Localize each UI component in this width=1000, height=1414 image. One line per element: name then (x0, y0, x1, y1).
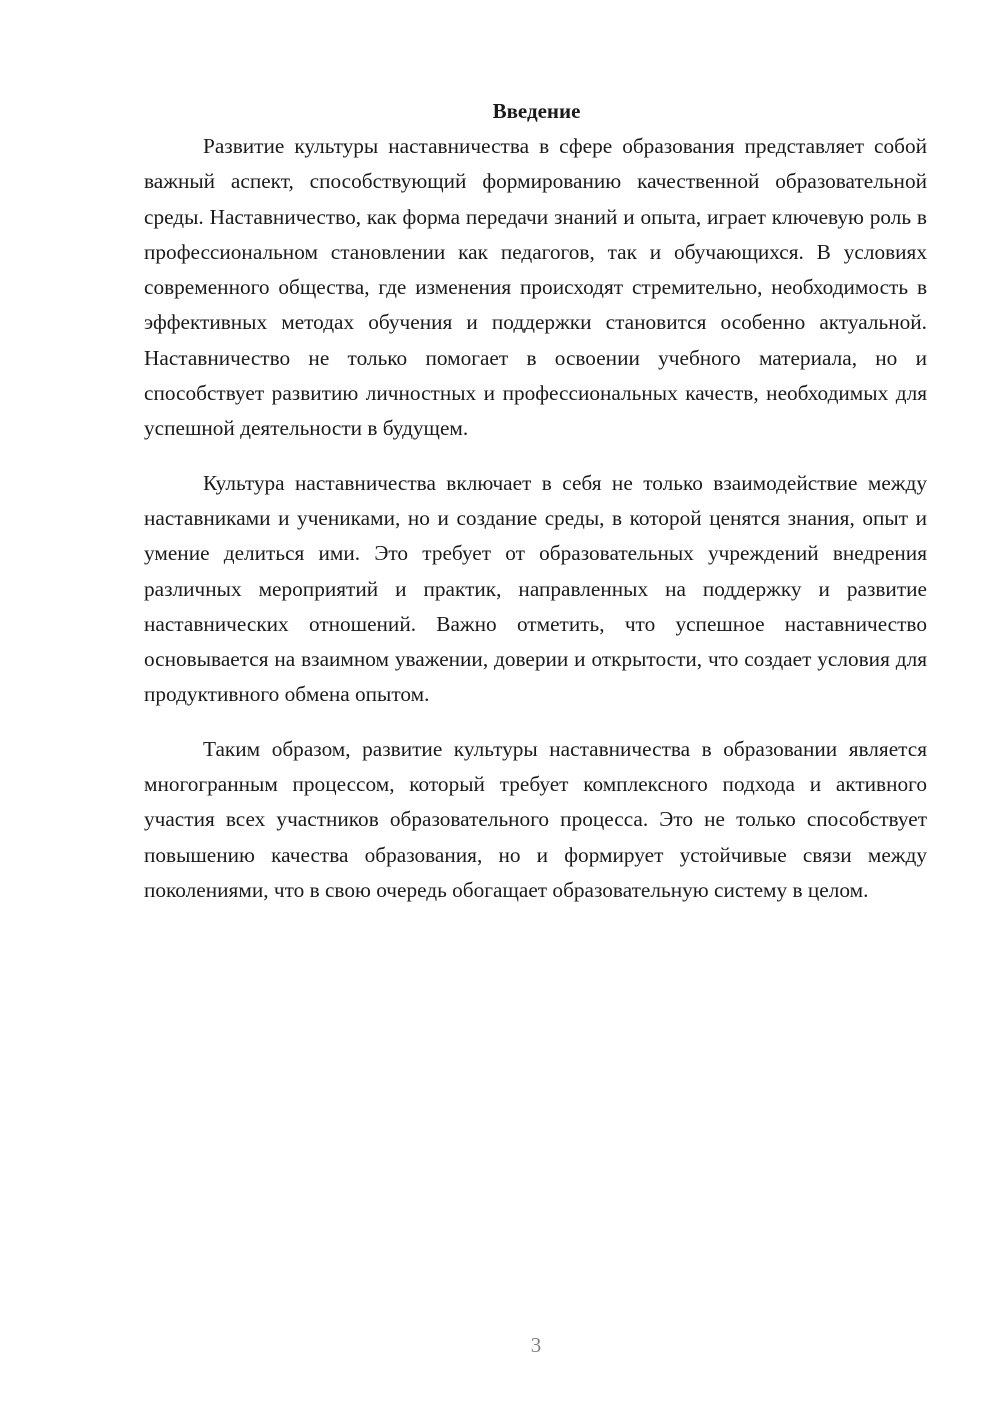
paragraph-2: Культура наставничества включает в себя не только взаимодействие между наставниками и учениками, но и создание среды, в которой ценятся знания, опыт и умение делиться ими. Это требует от образовательных учреждений внедрения различных мероприятий и практик, направленных на поддержку и развитие наставнических отношений. Важно отметить, что успешное наставничество основывается на взаимном уважении, доверии и открытости, что создает условия для продуктивного обмена опытом. (144, 470, 927, 707)
page-content (144, 94, 927, 908)
paragraph-1: Развитие культуры наставничества в сфере образования представляет собой важный аспект, способствующий формированию качественной образовательной среды. Наставничество, как форма передачи знаний и опыта, играет ключевую роль в профессиональном становлении как педагогов, так и обучающихся. В условиях современного общества, где изменения происходят стремительно, необходимость в эффективных методах обучения и поддержки становится особенно актуальной. Наставничество не только помогает в освоении учебного материала, но и способствует развитию личностных и профессиональных качеств, необходимых для успешной деятельности в будущем. (144, 134, 927, 441)
paragraph-3: Таким образом, развитие культуры наставничества в образовании является многогранным процессом, который требует комплексного подхода и активного участия всех участников образовательного процесса. Это не только способствует повышению качества образования, но и формирует устойчивые связи между поколениями, что в свою очередь обогащает образовательную систему в целом. (144, 736, 927, 902)
section-heading: Введение (492, 99, 581, 123)
page-number: 3 (530, 1333, 542, 1357)
